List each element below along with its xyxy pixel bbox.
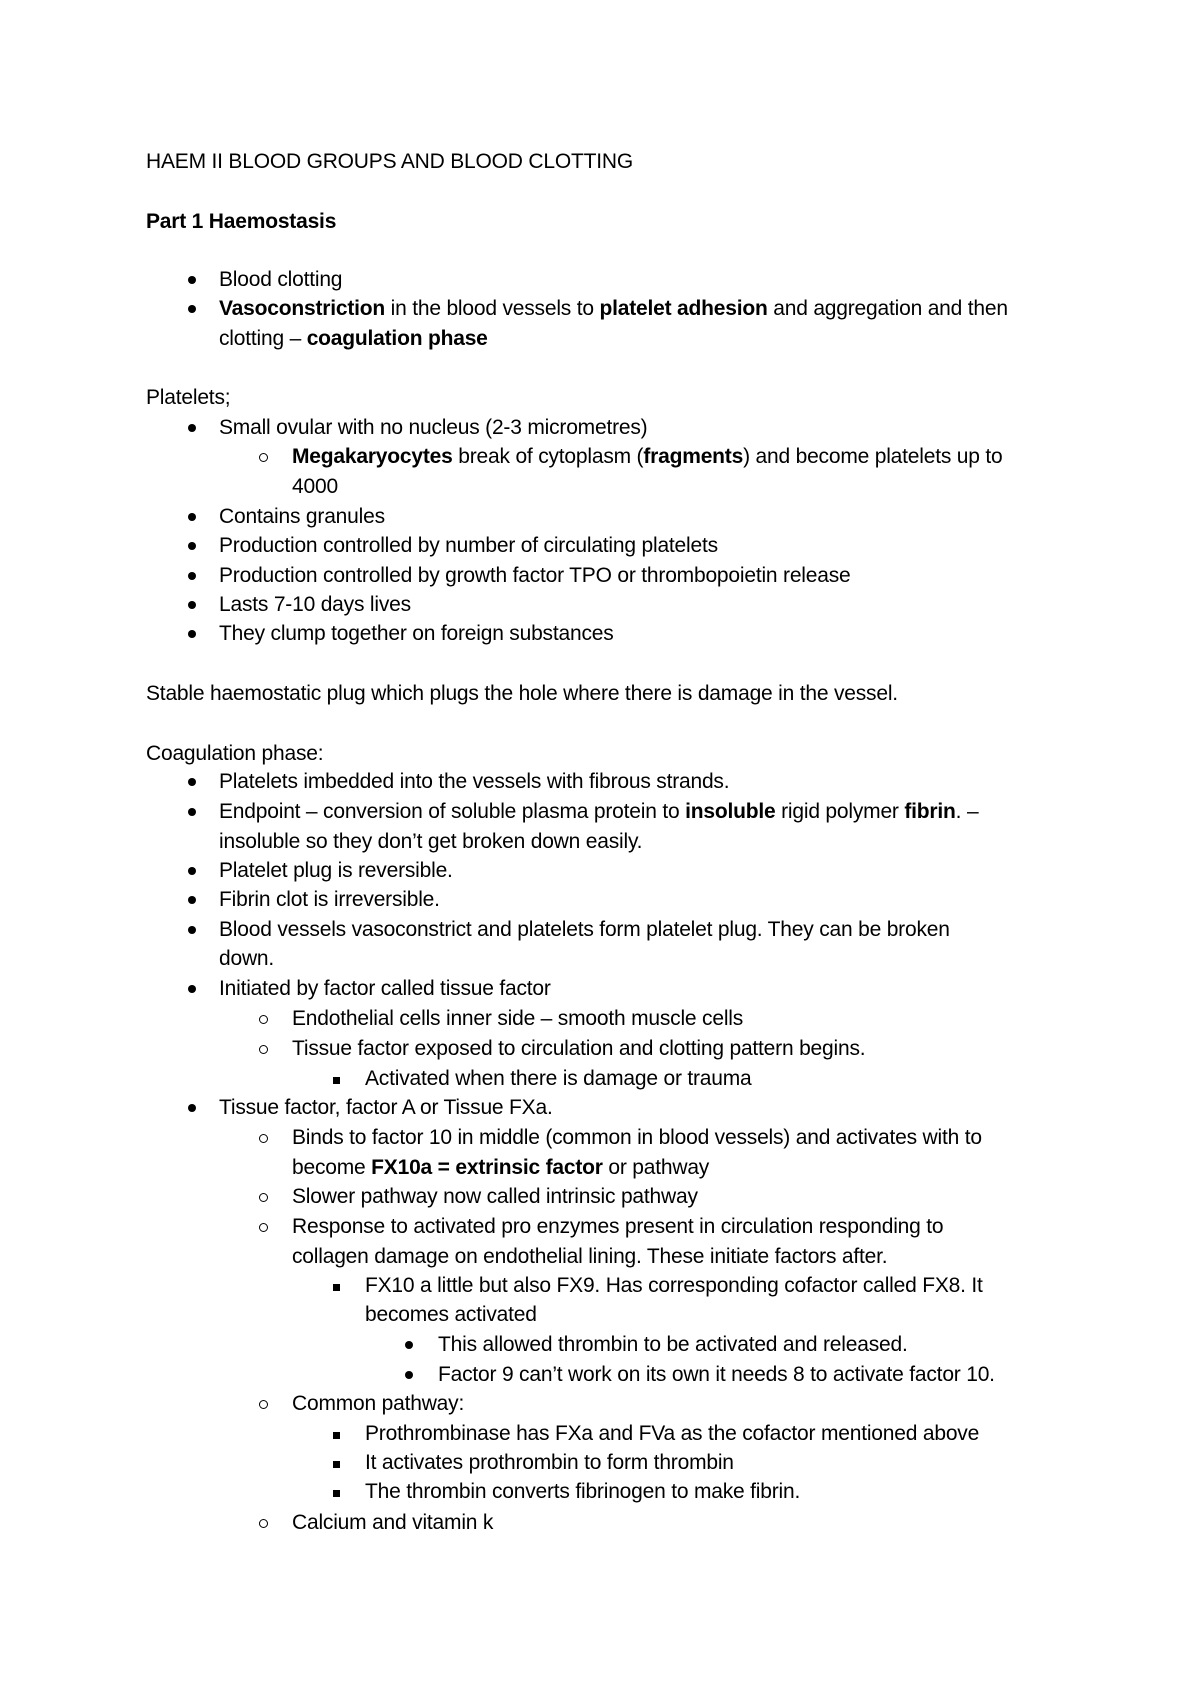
text-span: Endpoint – conversion of soluble plasma protein to: [219, 800, 686, 823]
sub-sub-list-item: FX10 a little but also FX9. Has corresponding cofactor called FX8. It: [365, 1274, 983, 1297]
bullet-icon: [188, 1104, 196, 1112]
sub-sub-list-item: It activates prothrombin to form thrombin: [365, 1451, 734, 1474]
sub-list-item: Calcium and vitamin k: [292, 1511, 494, 1534]
sub-list-item-continuation: 4000: [292, 475, 338, 498]
level4-list-item: This allowed thrombin to be activated and released.: [438, 1333, 908, 1356]
list-item: Blood vessels vasoconstrict and platelets form platelet plug. They can be broken: [219, 918, 950, 941]
list-item: They clump together on foreign substances: [219, 622, 614, 645]
list-item-continuation: [219, 325, 488, 353]
circle-bullet-icon: [259, 1134, 268, 1143]
bullet-icon: [188, 778, 196, 786]
list-item: Production controlled by number of circulating platelets: [219, 534, 718, 557]
circle-bullet-icon: [259, 1045, 268, 1054]
sub-list-item: Common pathway:: [292, 1392, 465, 1415]
section-heading-platelets: Platelets;: [146, 386, 231, 409]
list-item: Contains granules: [219, 505, 385, 528]
circle-bullet-icon: [259, 1015, 268, 1024]
list-item-continuation: insoluble so they don’t get broken down easily.: [219, 830, 643, 853]
bold-term: FX10a = extrinsic factor: [371, 1156, 603, 1179]
sub-sub-list-item: The thrombin converts fibrinogen to make fibrin.: [365, 1480, 801, 1503]
list-item: Lasts 7-10 days lives: [219, 593, 411, 616]
sub-list-item-continuation: [292, 1154, 709, 1182]
part-heading: Part 1 Haemostasis: [146, 210, 337, 233]
sub-list-item: Binds to factor 10 in middle (common in blood vessels) and activates with to: [292, 1126, 982, 1149]
bold-term: coagulation phase: [306, 327, 488, 350]
text-span: rigid polymer: [775, 800, 905, 823]
list-item: Platelets imbedded into the vessels with fibrous strands.: [219, 770, 730, 793]
bullet-icon: [188, 513, 196, 521]
square-bullet-icon: [333, 1490, 340, 1497]
bullet-icon: [188, 572, 196, 580]
text-span: become: [292, 1156, 372, 1179]
sub-list-item: Endothelial cells inner side – smooth muscle cells: [292, 1007, 744, 1030]
text-span: ) and become platelets up to: [743, 445, 1003, 468]
bold-term: Vasoconstriction: [219, 297, 386, 320]
bold-term: insoluble: [685, 800, 776, 823]
text-span: clotting –: [219, 327, 307, 350]
sub-list-item-continuation: collagen damage on endothelial lining. These initiate factors after.: [292, 1245, 888, 1268]
list-item: [219, 798, 978, 826]
document-title: HAEM II BLOOD GROUPS AND BLOOD CLOTTING: [146, 150, 633, 173]
sub-sub-list-item: Activated when there is damage or trauma: [365, 1067, 752, 1090]
bullet-icon: [188, 896, 196, 904]
sub-list-item: Tissue factor exposed to circulation and clotting pattern begins.: [292, 1037, 866, 1060]
bullet-icon: [188, 630, 196, 638]
text-span: in the blood vessels to: [385, 297, 600, 320]
bullet-icon: [188, 276, 196, 284]
sub-list-item: [292, 443, 1003, 471]
section-heading-coagulation: Coagulation phase:: [146, 742, 324, 765]
bullet-icon: [188, 985, 196, 993]
bold-term: platelet adhesion: [599, 297, 768, 320]
list-item: Platelet plug is reversible.: [219, 859, 453, 882]
bullet-icon: [405, 1341, 413, 1349]
list-item-continuation: down.: [219, 947, 275, 970]
square-bullet-icon: [333, 1432, 340, 1439]
bold-term: fragments: [643, 445, 744, 468]
bullet-icon: [188, 542, 196, 550]
sub-list-item: Slower pathway now called intrinsic pathway: [292, 1185, 698, 1208]
bullet-icon: [188, 424, 196, 432]
square-bullet-icon: [333, 1461, 340, 1468]
sub-sub-list-item: Prothrombinase has FXa and FVa as the cofactor mentioned above: [365, 1422, 980, 1445]
bullet-icon: [188, 926, 196, 934]
list-item: Initiated by factor called tissue factor: [219, 977, 551, 1000]
list-item: Small ovular with no nucleus (2-3 micrometres): [219, 416, 648, 439]
sub-sub-list-item-continuation: becomes activated: [365, 1303, 537, 1326]
text-span: break of cytoplasm (: [452, 445, 644, 468]
bullet-icon: [188, 305, 196, 313]
bold-term: Megakaryocytes: [292, 445, 453, 468]
list-item: [219, 295, 1008, 323]
bold-term: fibrin: [904, 800, 956, 823]
bullet-icon: [405, 1371, 413, 1379]
circle-bullet-icon: [259, 453, 268, 462]
paragraph: Stable haemostatic plug which plugs the hole where there is damage in the vessel.: [146, 682, 898, 705]
text-span: or pathway: [602, 1156, 710, 1179]
list-item: Fibrin clot is irreversible.: [219, 888, 440, 911]
sub-list-item: Response to activated pro enzymes present in circulation responding to: [292, 1215, 944, 1238]
square-bullet-icon: [333, 1284, 340, 1291]
bullet-icon: [188, 601, 196, 609]
circle-bullet-icon: [259, 1223, 268, 1232]
level4-list-item: Factor 9 can’t work on its own it needs 8 to activate factor 10.: [438, 1363, 995, 1386]
circle-bullet-icon: [259, 1193, 268, 1202]
text-span: and aggregation and then: [767, 297, 1008, 320]
list-item: Blood clotting: [219, 268, 343, 291]
square-bullet-icon: [333, 1077, 340, 1084]
circle-bullet-icon: [259, 1400, 268, 1409]
circle-bullet-icon: [259, 1519, 268, 1528]
text-span: . –: [955, 800, 979, 823]
list-item: Production controlled by growth factor TPO or thrombopoietin release: [219, 564, 851, 587]
bullet-icon: [188, 867, 196, 875]
bullet-icon: [188, 808, 196, 816]
list-item: Tissue factor, factor A or Tissue FXa.: [219, 1096, 553, 1119]
